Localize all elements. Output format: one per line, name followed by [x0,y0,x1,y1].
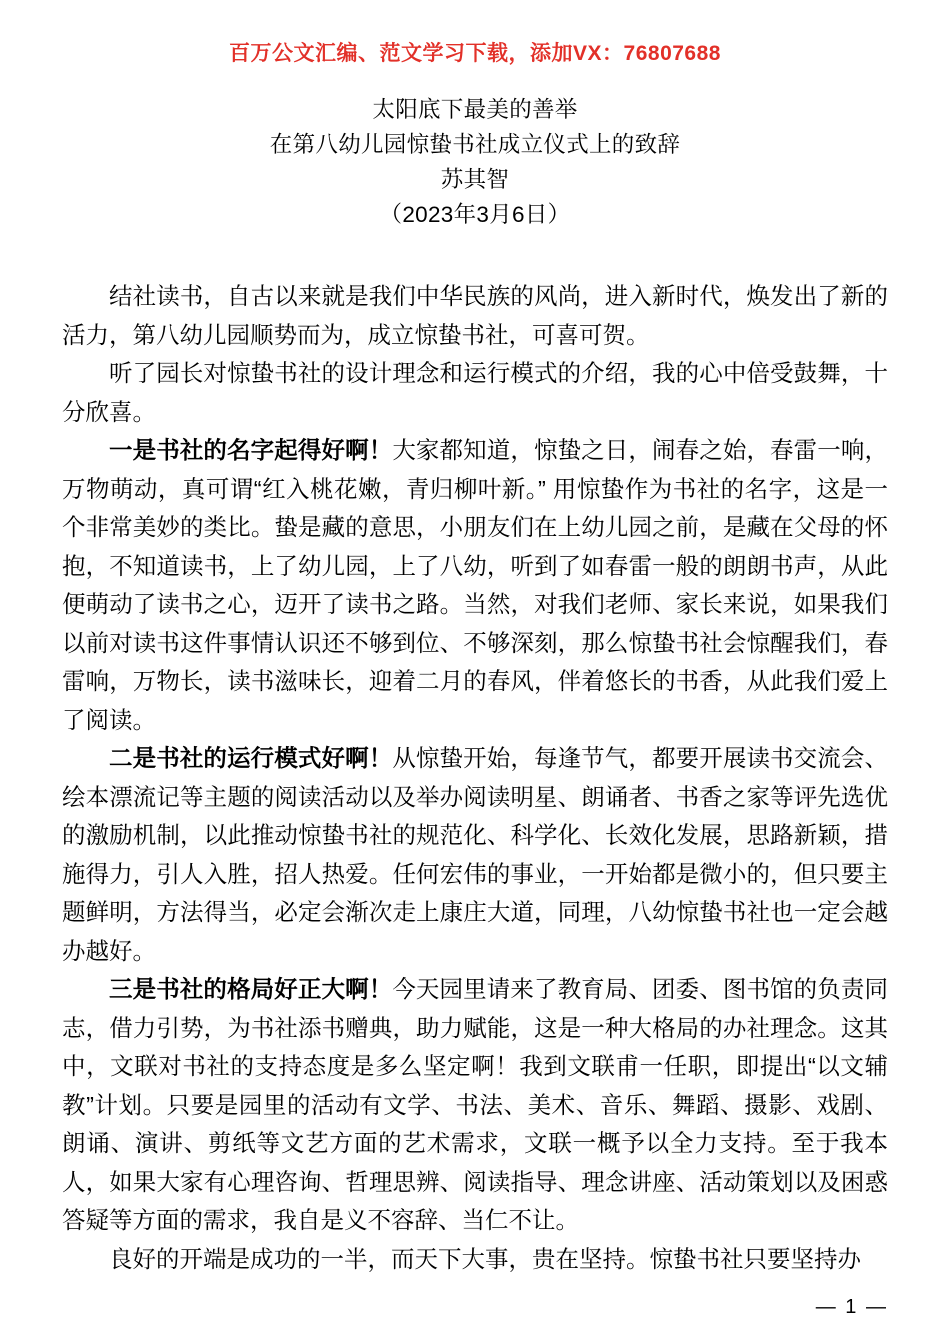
document-title-main: 太阳底下最美的善举 [372,97,578,122]
paragraph-lead: 二是书社的运行模式好啊！ [109,745,393,771]
promo-banner: 百万公文汇编、范文学习下载，添加VX：76807688 [229,42,721,65]
paragraph-text: 结社读书，自古以来就是我们中华民族的风尚，进入新时代，焕发出了新的活力，第八幼儿园顺势而为，成立惊蛰书社，可喜可贺。 [62,283,888,348]
paragraph-text: 良好的开端是成功的一半，而天下大事，贵在坚持。惊蛰书社只要坚持办 [109,1245,861,1272]
paragraph [62,431,888,739]
paragraph [62,1240,888,1279]
paragraph [62,354,888,431]
page-number: — 1 — [815,1296,888,1318]
document-date: （2023年3月6日） [379,202,571,227]
paragraph-text: 今天园里请来了教育局、团委、图书馆的负责同志，借力引势，为书社添书赠典，助力赋能，这是一种大格局的办社理念。这其中，文联对书社的支持态度是多么坚定啊！我到文联甫一任职，即提出“以文辅教”计划。只要是园里的活动有文学、书法、美术、音乐、舞蹈、摄影、戏剧、朗诵、演讲、剪纸等文艺方面的艺术需求，文联一概予以全力支持。至于我本人，如果大家有心理咨询、哲理思辨、阅读指导、理念讲座、活动策划以及困惑答疑等方面的需求，我自是义不容辞、当仁不让。 [62,976,888,1233]
paragraph-text: 大家都知道，惊蛰之日，闹春之始，春雷一响，万物萌动，真可谓“红入桃花嫩，青归柳叶新。” 用惊蛰作为书社的名字，这是一个非常美妙的类比。蛰是藏的意思，小朋友们在上幼儿园之前，是藏在父母的怀抱，不知道读书，上了幼儿园，上了八幼，听到了如春雷一般的朗朗书声，从此便萌动了读书之心，迈开了读书之路。当然，对我们老师、家长来说，如果我们以前对读书这件事情认识还不够到位、不够深刻，那么惊蛰书社会惊醒我们，春雷响，万物长，读书滋味长，迎着二月的春风，伴着悠长的书香，从此我们爱上了阅读。 [62,437,888,733]
document-body [62,277,888,1278]
paragraph-lead: 一是书社的名字起得好啊！ [109,437,393,463]
document-title-subtitle: 在第八幼儿园惊蛰书社成立仪式上的致辞 [269,132,681,157]
paragraph-text: 听了园长对惊蛰书社的设计理念和运行模式的介绍，我的心中倍受鼓舞，十分欣喜。 [62,360,888,425]
document-author: 苏其智 [440,167,510,192]
paragraph [62,970,888,1240]
paragraph-text: 从惊蛰开始，每逢节气，都要开展读书交流会、绘本漂流记等主题的阅读活动以及举办阅读明星、朗诵者、书香之家等评先选优的激励机制，以此推动惊蛰书社的规范化、科学化、长效化发展，思路新颖，措施得力，引人入胜，招人热爱。任何宏伟的事业，一开始都是微小的，但只要主题鲜明，方法得当，必定会渐次走上康庄大道，同理，八幼惊蛰书社也一定会越办越好。 [62,745,888,964]
document-title-block [62,92,888,232]
paragraph-lead: 三是书社的格局好正大啊！ [109,976,393,1002]
paragraph [62,739,888,970]
paragraph [62,277,888,354]
